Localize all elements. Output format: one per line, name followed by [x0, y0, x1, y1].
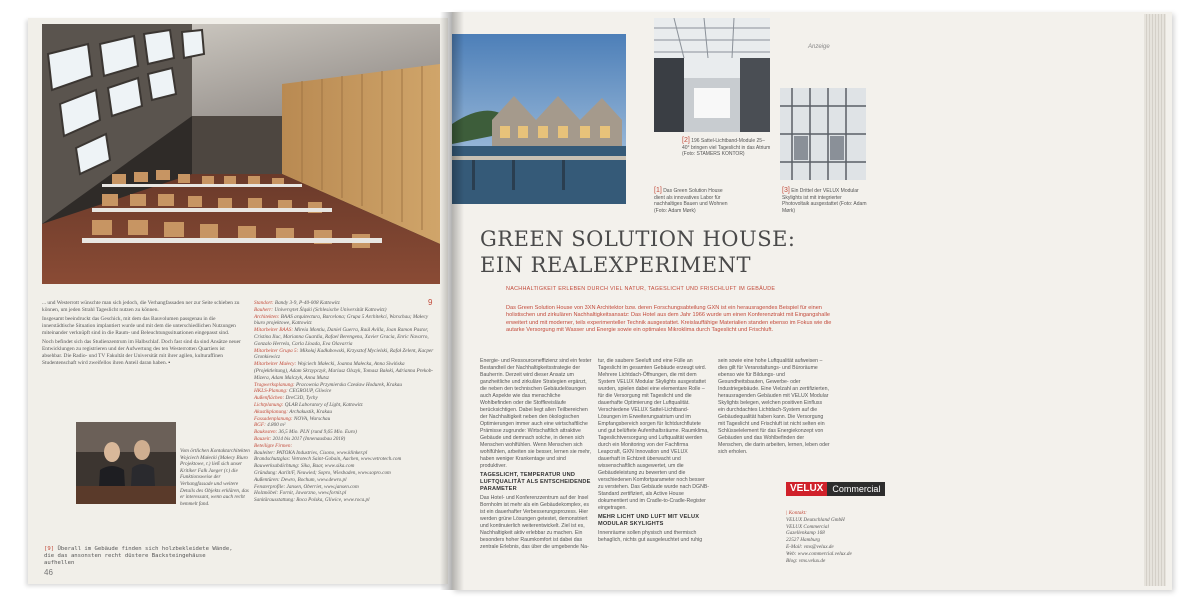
credit-key: Bauherr:: [254, 306, 274, 313]
page-number: 9: [428, 298, 433, 307]
article-column-2: [598, 358, 710, 546]
caption-text: Das Green Solution House dient als innovatives Labor für nachhaltiges Bauen und Wohnen (Foto: Adam Mørk): [654, 188, 728, 214]
contact-line: VELUX Deutschland GmbH: [786, 516, 845, 523]
credit-value: 36,5 Mio. PLN (rund 9,65 Mio. Euro): [278, 429, 357, 436]
credit-value: Bauleiter: PATOKA Industries, Cisono, www.klinker.pl: [254, 449, 368, 456]
credit-key: Lichtplanung:: [254, 401, 284, 408]
article-title: [480, 226, 795, 278]
credit-line: [254, 436, 434, 443]
magazine-spread: [28, 12, 1176, 592]
caption-text: Ein Drittel der VELUX Modular Skylights ist mit integrierter Photovoltaik ausgestattet (Foto: Adam Mørk): [782, 188, 867, 214]
credit-value: Sanitärausstattung: Roca Polska, Gliwice, www.roca.pl: [254, 497, 370, 504]
credit-value: 2014 bis 2017 (Innenausbau 2018): [272, 435, 346, 442]
credit-key: Mitarbeiter Grupa 5:: [254, 347, 299, 354]
credit-value: Brandschutzglas: Vetrotech Saint-Gobain, Aachen, www.vetrotech.com: [254, 456, 402, 463]
left-page: [28, 18, 448, 584]
credit-line: [254, 456, 434, 463]
people-photo: [76, 422, 176, 504]
contact-line: Blog: vms.velux.de: [786, 557, 826, 564]
paragraph: Energie- und Ressourceneffizienz sind ein fester Bestandteil der Nachhaltigkeitsstrategie der Bauherrin. Derzeit wird dieser Ansatz um ganzheitliche und zirkuläre Strategien ergänzt, die neben den technischen Gebäudelösungen auch Aspekte wie das menschliche Wohlbefinden oder die Stoffkreisläufe berücksichtigen. Dabei liegt allen Teilbereichen der Nachhaltigkeit neben den ökologischen Optimierungen immer auch eine wirtschaftliche Prämisse zugrunde: Wirtschaftlich attraktive Gebäude und demnach solche, in denen sich Menschen wohlfühlen. Wenn Menschen sich wohlfühlen, arbeiten sie besser, lernen sie mehr, haben weniger Krankentage und sind produktiver.: [480, 358, 592, 469]
credit-value: Bandy 3-9, P-40-008 Kattowitz: [274, 300, 340, 306]
velux-brand: VELUX: [786, 482, 827, 496]
contact-block: [786, 510, 896, 564]
credit-key: HKLS-Planung:: [254, 388, 288, 395]
credit-value: Mireia Montiu, Daniel Guerra, Raúl Avilla, Joan Ramon Pastor, Cristina Iluc, Marianna Guardia, Rafael Berengena, Xavier Gracia, Enric Navarro, Gonzalo Herrela, Carla Lloada, Eva Olavarria: [254, 327, 429, 347]
caption-number: [9]: [44, 546, 55, 552]
title-line-1: GREEN SOLUTION HOUSE:: [480, 227, 796, 251]
credit-line: [254, 382, 434, 389]
people-photo-caption: Vom örtlichen Kontaktarchitekten Wojciech Małecki (Małecy Biuro Projektowe, r.) ließ sich unser Kritiker Falk Jaeger (r.) die Funktionsweise der Verhangfassade und weitere Details des Objekts erklären, das er interessant, wenn auch recht hemmelt fand.: [180, 448, 250, 507]
credit-key: Bauzeit:: [254, 435, 272, 442]
caption-2: [682, 138, 772, 158]
credit-line: [254, 402, 434, 409]
credit-line: [254, 307, 434, 314]
caption-text: 196 Sattel-Lichtband-Module 25–40° bringen viel Tageslicht in das Atrium (Foto: STAMERS KONTOR): [682, 138, 771, 158]
caption-number: [3]: [782, 187, 790, 194]
credit-line: [254, 409, 434, 416]
contact-lines: [786, 517, 896, 565]
credit-key: BGF:: [254, 422, 266, 429]
paragraph: ... und Westerrott wünschte man sich jedoch, die Verhangfassaden ner zur Seite schieben zu können, um jeden Strahl Tageslicht nutzen zu können.: [42, 300, 240, 313]
paragraph: sein sowie eine hohe Luftqualität aufweisen – dies gilt für Veranstaltungs- und Büroräume ebenso wie für Bildungs- und Gesundheitsbauten, Gewerbe- oder Industriegebäude. Eine Vielzahl an zertifizierten, herausragenden Gebäuden mit VELUX Modular Skylights belegen, welchen positiven Einfluss ein durchdachtes Lichtdach-System auf die Gebäudequalität haben kann. Die Versorgung mit Tageslicht und Frischluft ist nicht selten ein Schlüsselelement für das Energiekonzept von Gebäuden und das Wohlbefinden der Menschen, die darin arbeiten, lernen, leben oder sich erholen.: [718, 358, 830, 455]
credit-line: [254, 314, 434, 328]
credit-value: 4.800 m²: [267, 422, 286, 429]
caption-text: Überall im Gebäude finden sich holzbekleidete Wände, die das ansonsten recht düstere Backsteingehäuse aufhellen: [44, 546, 233, 566]
credit-value: Holzmöbel: Fornit, Jaworzno, www.fornit.pl: [254, 490, 347, 497]
credit-value: Universytet Śląski (Schlesische Universität Kattowitz): [274, 306, 387, 313]
credit-line: [254, 395, 434, 402]
credit-line: [254, 490, 434, 497]
gutter-shadow: [440, 12, 464, 590]
section-heading: TAGESLICHT, TEMPERATUR UND LUFTQUALITÄT ALS ENTSCHEIDENDE PARAMETER: [480, 472, 591, 492]
credit-line: [254, 429, 434, 436]
credit-key: Fassadenplanung:: [254, 415, 293, 422]
credit-value: Wojciech Małecki, Joanna Małecka, Anna Siwińska (Projektleitung), Adam Skrzypczyk, Mariusz Olszyk, Tomasz Bałoki, Adrianna Prekob-Mizera, Adam Malczyk, Anna Mutsz: [254, 361, 434, 381]
article-lead: Das Green Solution House von 3XN Architektor bzw. deren Forschungsabteilung GXN ist ein herausragendes Beispiel für einen holistischen und zirkulären Nachhaltigkeitsansatz: Das Hotel aus dem Jahr 1966 wurde um einen Konferenztrakt mit Eingangshalle erweitert und mit moderner, teils experimenteller Technik ausgestattet. Kreislauffähige Materialien standen ebenso im Fokus wie die autarke Versorgung mit Wasser und Energie sowie ein optimales Mikroklima durch Tageslicht und Frischluft.: [506, 305, 832, 334]
ad-label: Anzeige: [808, 44, 830, 50]
paragraph: tur, die saubere Seeluft und eine Fülle an Tageslicht im gesamten Gebäude erzeugt wird. Mehrere Lichtdach-Öffnungen, die mit dem System VELUX Modular Skylights ausgestattet wurden, spielen dabei eine elementare Rolle – für die Versorgung mit Tageslicht und die dauerhafte Optimierung der Luftqualität. Verschiedene VELUX Sattel-Lichtband-Lösungen im Erweiterungsatrium und im Empfangsbereich sorgen für lichtdurchflutete und gut belüftete Aufenthaltsräume. Raumklima, Tageslichtversorgung und Luftqualität werden durch ein Monitoring von der Fachfirma Leapcraft, GXN Innovation und VELUX dauerhaft in Echtzeit überwacht und wissenschaftlich ausgewertet, um die Gebäudeleistung zu bewerten und die verschiedenen Komfortparameter noch besser zu verstehen. Das Gebäude wurde nach DGNB-Standard zertifiziert, als Active House dokumentiert und im Cradle-to-Cradle-Register eingetragen.: [598, 358, 710, 511]
caption-3: [782, 188, 868, 214]
contact-label: | Kontakt:: [786, 510, 807, 516]
atrium-photo: [654, 18, 770, 132]
credit-line: [254, 348, 434, 362]
credit-line: [254, 450, 434, 457]
contact-line: Web: www.commercial.velux.de: [786, 550, 852, 557]
right-page: [452, 12, 1172, 590]
project-credits: [254, 300, 434, 504]
velux-commercial-logo: [786, 482, 885, 496]
article-column-3: [718, 358, 830, 458]
left-article-column: [42, 300, 242, 369]
caption-1: [654, 188, 732, 214]
credit-line: [254, 497, 434, 504]
credit-key: Mitarbeiter Małecy:: [254, 361, 297, 368]
paragraph: Noch befindet sich das Studienzentrum im Halbschlaf. Doch fast sind da sind Ansätze neuer Entwicklungen zu registrieren und der Aufwertung des ten Westerrotten Quartiers ist absehbar. Die Radio- und TV Fakultät der Universität mit ihrer agilen, kulturaffinen Studentenschaft wird zweifellos ihren Anteil daran haben. ▪: [42, 339, 241, 366]
credit-line: [254, 463, 434, 470]
credit-value: Außentüren: Dewro, Bochum, www.dewro.pl: [254, 476, 347, 483]
credit-line: [254, 327, 434, 347]
caption-number: [1]: [654, 187, 662, 194]
commercial-brand: Commercial: [827, 482, 885, 496]
paragraph: Insgesamt beeindruckt das Geschick, mit dem das Bauvolumen passgenau in die innerstädtische Situation implantiert wurde und mit dem die unterschiedlichen Nutzungen miteinander verknüpft sind in die Raum- und Beleuchtungssituationen eingepasst sind.: [42, 316, 236, 336]
article-column-1: [480, 358, 592, 553]
credit-line: [254, 361, 434, 381]
skylight-photo: [780, 88, 866, 180]
credit-key: Mitarbeiter BAAS:: [254, 327, 294, 334]
paragraph: Das Hotel- und Konferenzzentrum auf der Insel Bornholm ist mehr als ein Gebäudekomplex, es ist ein dauerhafter Verbesserungsprozess. Hier werden grüne Lösungen getestet, demonstriert und kontinuierlich weiterentwickelt. Ziel ist es, Nachhaltigkeit aktiv erlebbar zu machen. Ein besonders hoher Raumkomfort ist dabei das zentrale Erlebnis, das über die umgebende Na-: [480, 495, 589, 550]
credit-value: Archakustik, Krakau: [289, 408, 332, 415]
credit-value: Pracownia Przymierska Czesław Hodurek, Krakau: [295, 381, 402, 388]
credit-key: Architekten:: [254, 313, 280, 320]
green-solution-house-photo: [452, 34, 626, 204]
article-subtitle: NACHHALTIGKEIT ERLEBEN DURCH VIEL NATUR, TAGESLICHT UND FRISCHLUFT IM GEBÄUDE: [506, 286, 776, 292]
credit-value: CEGROUP, Gliwice: [289, 388, 332, 395]
paragraph: Innenräume sollen physisch und thermisch behaglich, nichts gut ausgeleuchtet und ruhig: [598, 530, 703, 543]
credit-value: Mikołaj Kadłubowski, Krzysztof Mycielski, Rafał Zelent, Kacper Gronkiewicz: [254, 347, 434, 361]
credit-line: [254, 300, 434, 307]
credit-value: Fensterprofile: Jansen, Oberriet, www.jansen.com: [254, 483, 359, 490]
credit-value: NOVA, Warschau: [293, 415, 331, 422]
credit-key: Akustikplanung:: [254, 408, 288, 415]
credit-value: QLAB Laboratory of Light, Kattowitz: [284, 401, 363, 408]
credit-key: Tragwerksplanung:: [254, 381, 295, 388]
credit-key: Beteiligte Firmen:: [254, 442, 293, 449]
credit-value: BAAS arquitectura, Barcelona; Grupa 5 Architekci, Warschau; Małecy biuro projektowe, Kattowitz: [254, 313, 429, 327]
page-edges: [1144, 14, 1166, 586]
credit-line: [254, 477, 434, 484]
contact-line: VELUX Commercial: [786, 523, 829, 530]
credit-key: Baukosten:: [254, 429, 278, 436]
credit-line: [254, 470, 434, 477]
credit-value: DreC3D, Tychy: [285, 395, 318, 402]
bottom-caption: [44, 546, 234, 567]
credit-key: Standort:: [254, 300, 274, 306]
credit-value: Bauwerksabdichtung: Sika, Baar, www.sika.com: [254, 463, 355, 470]
credit-value: Gründung: Aarlit/F, Neuwied; Sopro, Wiesbaden, www.sopro.com: [254, 469, 391, 476]
contact-line: Gazellenkamp 168: [786, 530, 825, 537]
footer-page-number: 46: [44, 568, 53, 577]
credit-key: Außenflächen:: [254, 395, 285, 402]
contact-line: E-Mail: vms@velux.de: [786, 543, 834, 550]
caption-number: [2]: [682, 137, 690, 144]
title-line-2: EIN REALEXPERIMENT: [480, 253, 751, 277]
section-heading: MEHR LICHT UND LUFT MIT VELUX MODULAR SKYLIGHTS: [598, 514, 700, 527]
contact-line: 22527 Hamburg: [786, 537, 820, 544]
credit-line: [254, 443, 434, 450]
lecture-hall-photo: [42, 24, 440, 284]
